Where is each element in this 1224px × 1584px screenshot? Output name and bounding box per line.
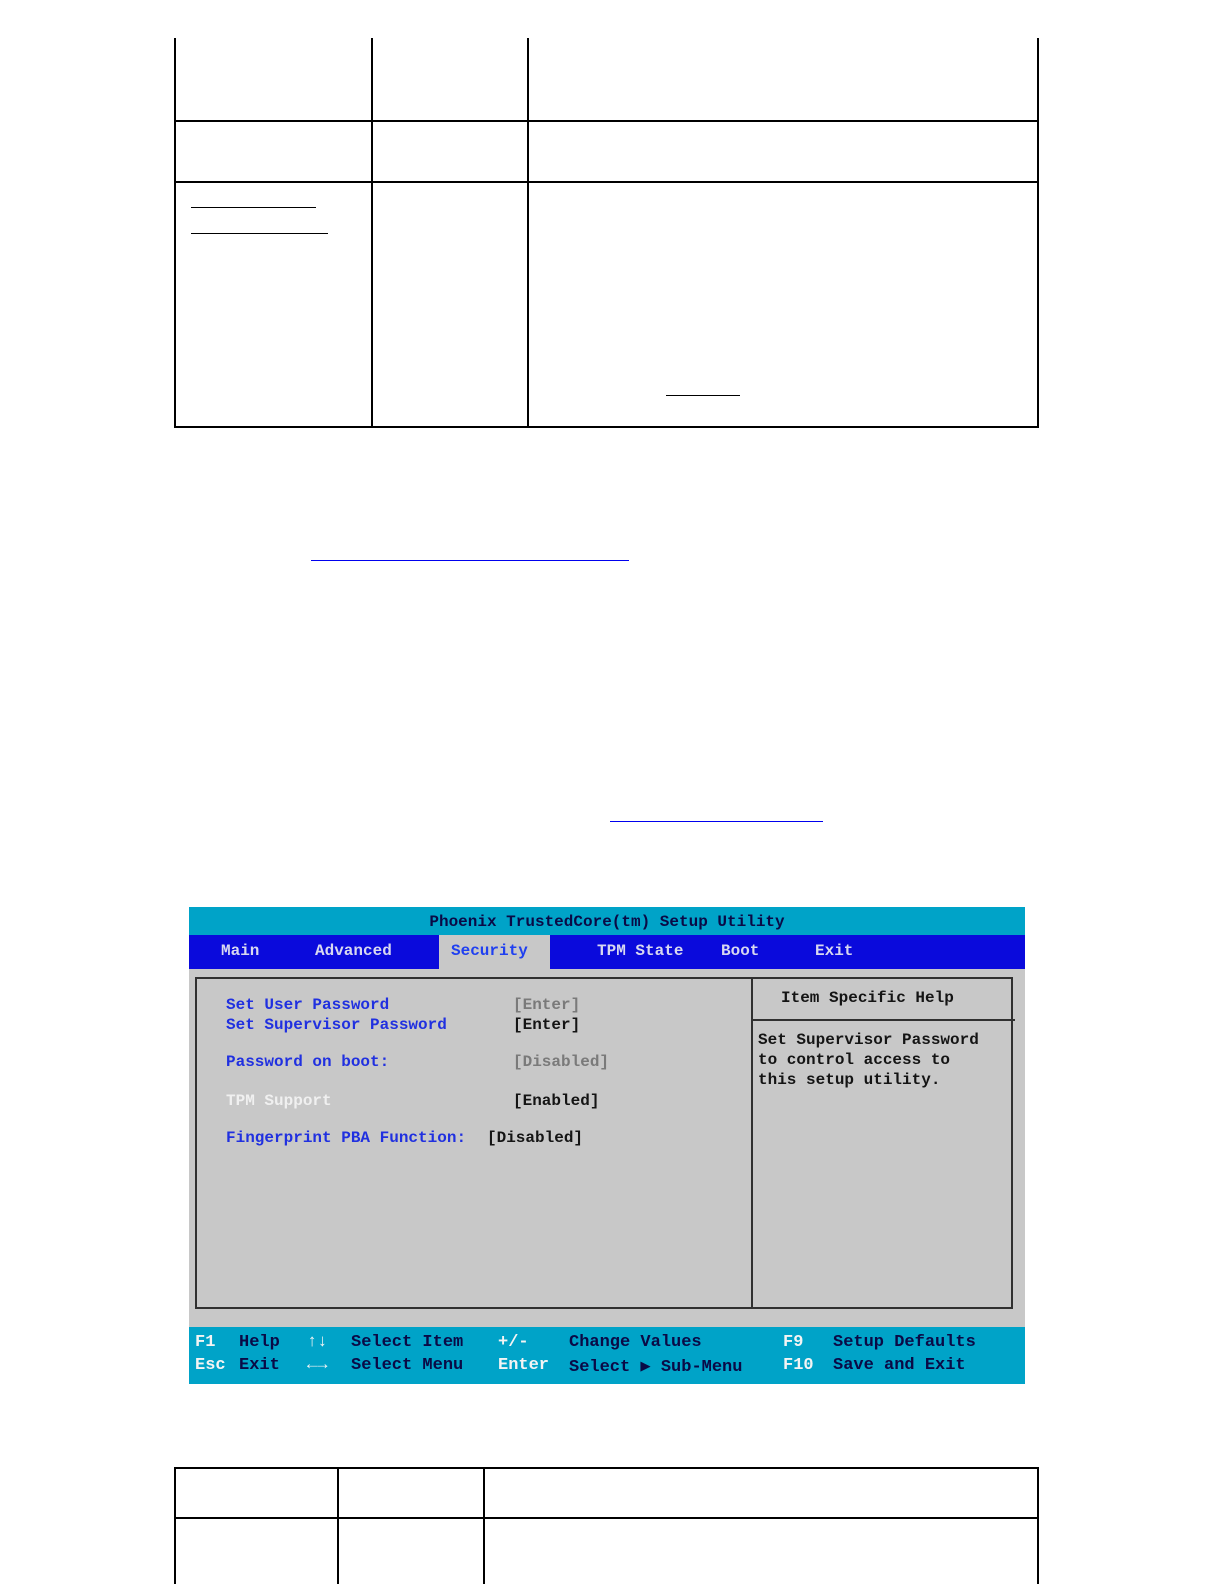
key-desc: Select Menu: [351, 1356, 464, 1375]
key-plus-minus: +/-: [498, 1333, 529, 1352]
table-column-divider: [527, 38, 529, 428]
table-border-left: [174, 1467, 176, 1584]
table-column-divider: [371, 38, 373, 428]
help-text: this setup utility.: [758, 1071, 941, 1089]
bios-footer: [189, 1327, 1025, 1384]
help-text: to control access to: [758, 1051, 951, 1069]
key-desc: Change Values: [569, 1333, 702, 1352]
help-title: Item Specific Help: [781, 989, 954, 1007]
arrows-up-down-icon: ↑↓: [307, 1333, 328, 1352]
key-desc: Save and Exit: [833, 1356, 966, 1375]
menu-boot[interactable]: Boot: [721, 942, 760, 960]
option-set-supervisor-password[interactable]: Set Supervisor Password: [226, 1016, 447, 1034]
menu-tpm-state[interactable]: TPM State: [597, 942, 684, 960]
option-value[interactable]: [Disabled]: [487, 1129, 584, 1147]
bios-title: Phoenix TrustedCore(tm) Setup Utility: [189, 907, 1025, 935]
option-value[interactable]: [Disabled]: [513, 1053, 610, 1071]
key-enter: Enter: [498, 1356, 550, 1375]
bios-setup-screen: [189, 907, 1025, 1384]
table-border-bottom: [174, 426, 1039, 428]
key-esc: Esc: [195, 1356, 226, 1375]
option-tpm-support[interactable]: TPM Support: [226, 1092, 332, 1110]
help-divider: [753, 1019, 1015, 1021]
menu-security[interactable]: Security: [439, 935, 550, 969]
option-value[interactable]: [Enter]: [513, 1016, 581, 1034]
table-row-divider: [174, 120, 1039, 122]
key-desc: Exit: [239, 1356, 280, 1375]
table-row-divider: [174, 1517, 1039, 1519]
option-value[interactable]: [Enter]: [513, 996, 581, 1014]
table-border-top: [174, 1467, 1039, 1469]
table-column-divider: [337, 1467, 339, 1584]
key-desc: Help: [239, 1333, 280, 1352]
table-border-right: [1037, 1467, 1039, 1584]
key-f1: F1: [195, 1333, 216, 1352]
table-link[interactable]: [191, 233, 328, 234]
key-f10: F10: [783, 1356, 814, 1375]
help-text: Set Supervisor Password: [758, 1031, 979, 1049]
table-border-right: [1037, 38, 1039, 428]
key-desc: Setup Defaults: [833, 1333, 976, 1352]
option-value[interactable]: [Enabled]: [513, 1092, 600, 1110]
option-password-on-boot[interactable]: Password on boot:: [226, 1053, 390, 1071]
option-fingerprint-pba-function[interactable]: Fingerprint PBA Function:: [226, 1129, 467, 1147]
table-row-divider: [174, 181, 1039, 183]
menu-exit[interactable]: Exit: [815, 942, 854, 960]
document-link[interactable]: [610, 821, 823, 822]
bios-menu-bar: [189, 935, 1025, 969]
panel-divider: [751, 979, 753, 1307]
table-border-left: [174, 38, 176, 428]
bios-options-panel: [195, 977, 1013, 1309]
key-f9: F9: [783, 1333, 804, 1352]
key-desc: Select ▶ Sub-Menu: [569, 1358, 743, 1377]
option-set-user-password[interactable]: Set User Password: [226, 996, 390, 1014]
table-link[interactable]: [191, 207, 316, 208]
arrows-left-right-icon: ←→: [307, 1356, 328, 1375]
menu-main[interactable]: Main: [221, 942, 260, 960]
table-link[interactable]: [666, 395, 740, 396]
document-link[interactable]: [311, 560, 629, 561]
menu-advanced[interactable]: Advanced: [315, 942, 392, 960]
table-column-divider: [483, 1467, 485, 1584]
key-desc: Select Item: [351, 1333, 464, 1352]
